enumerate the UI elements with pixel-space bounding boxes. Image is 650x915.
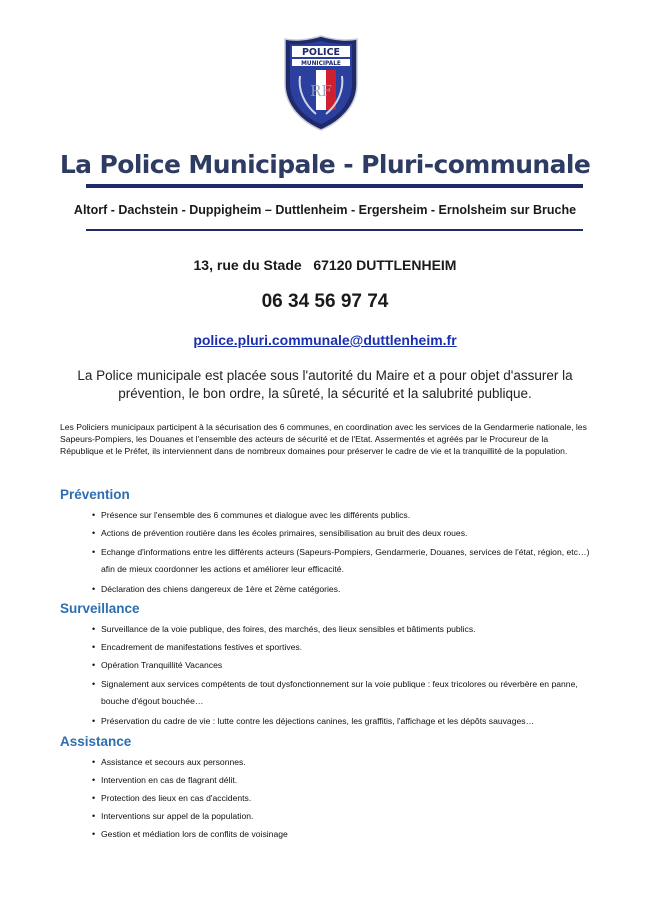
bullet-icon: • <box>92 793 96 803</box>
list-item: • Surveillance de la voie publique, des foires, des marchés, des lieux sensibles et bâtiments publics. <box>92 624 476 634</box>
address: 13, rue du Stade 67120 DUTTLENHEIM <box>193 257 457 273</box>
section-assistance <box>60 733 600 841</box>
badge-line2: MUNICIPALE <box>301 61 341 67</box>
bullet-icon: • <box>92 547 96 557</box>
intro-paragraph: La Police municipale est placée sous l'autorité du Maire et a pour objet d'assurer la prévention, le bon ordre, la sûreté, la sécurité et la salubrité publique. <box>77 368 573 401</box>
bullet-icon: • <box>92 624 96 634</box>
email-container <box>0 332 650 348</box>
bullet-icon: • <box>92 775 96 785</box>
list-item: • Protection des lieux en cas d'accidents. <box>92 793 252 803</box>
badge-line1: POLICE <box>301 47 341 58</box>
list-item: • Encadrement de manifestations festives et sportives. <box>92 642 303 652</box>
police-municipale-badge-logo <box>282 34 360 132</box>
bullet-icon: • <box>92 584 96 594</box>
list-item: • Gestion et médiation lors de conflits de voisinage <box>92 829 288 839</box>
list-item: • Intervention en cas de flagrant délit. <box>92 775 238 785</box>
email-link[interactable]: police.pluri.communale@duttlenheim.fr <box>193 332 457 348</box>
section-heading: Prévention <box>60 487 130 502</box>
list-item: • Interventions sur appel de la population. <box>92 811 254 821</box>
bullet-icon: • <box>92 642 96 652</box>
section-heading: Surveillance <box>60 601 140 616</box>
bullet-list <box>60 508 600 596</box>
list-item: • Déclaration des chiens dangereux de 1ère et 2ème catégories. <box>92 584 341 594</box>
title-divider-bottom <box>86 229 583 231</box>
bullet-icon: • <box>92 679 96 689</box>
title-divider-top <box>86 184 583 188</box>
bullet-list <box>60 622 600 728</box>
list-item: • Préservation du cadre de vie : lutte contre les déjections canines, les graffitis, l'affichage et les dépôts sauvages… <box>92 716 535 726</box>
list-item: • Signalement aux services compétents de tout dysfonctionnement sur la voie publique : feux tricolores ou réverbère en panne, bouche d'égout bouchée… <box>60 676 600 710</box>
bullet-icon: • <box>92 829 96 839</box>
bullet-icon: • <box>92 811 96 821</box>
bullet-icon: • <box>92 528 96 538</box>
section-prevention <box>60 486 600 596</box>
section-surveillance <box>60 600 600 728</box>
bullet-list <box>60 755 600 841</box>
list-item: • Opération Tranquillité Vacances <box>92 660 223 670</box>
bullet-icon: • <box>92 757 96 767</box>
section-heading: Assistance <box>60 734 132 749</box>
phone-number: 06 34 56 97 74 <box>261 291 389 312</box>
badge-monogram: RF <box>310 82 332 100</box>
bullet-icon: • <box>92 660 96 670</box>
list-item: • Présence sur l'ensemble des 6 communes et dialogue avec les différents publics. <box>92 510 411 520</box>
bullet-icon: • <box>92 510 96 520</box>
list-item: • Assistance et secours aux personnes. <box>92 757 246 767</box>
list-item: • Actions de prévention routière dans les écoles primaires, sensibilisation au bruit des deux roues. <box>92 528 468 538</box>
bullet-icon: • <box>92 716 96 726</box>
list-item: • Echange d'informations entre les différents acteurs (Sapeurs-Pompiers, Gendarmerie, Douanes, services de l'état, région, etc…) afin de mieux coordonner les actions et améliorer leur efficacité. <box>60 544 600 578</box>
page-title: La Police Municipale - Pluri-communale <box>59 150 591 179</box>
description-paragraph: Les Policiers municipaux participent à la sécurisation des 6 communes, en coordination avec les services de la Gendarmerie nationale, les Sapeurs-Pompiers, les Douanes et l'ensemble des acteurs de sécurité et de l'Etat. Assermentés et agréés par le Procureur de la République et le Préfet, ils interviennent dans de nombreux domaines pour préserver le cadre de vie et la tranquillité de la population. <box>60 422 587 456</box>
communes-list: Altorf - Dachstein - Duppigheim – Duttlenheim - Ergersheim - Ernolsheim sur Bruche <box>73 203 577 217</box>
